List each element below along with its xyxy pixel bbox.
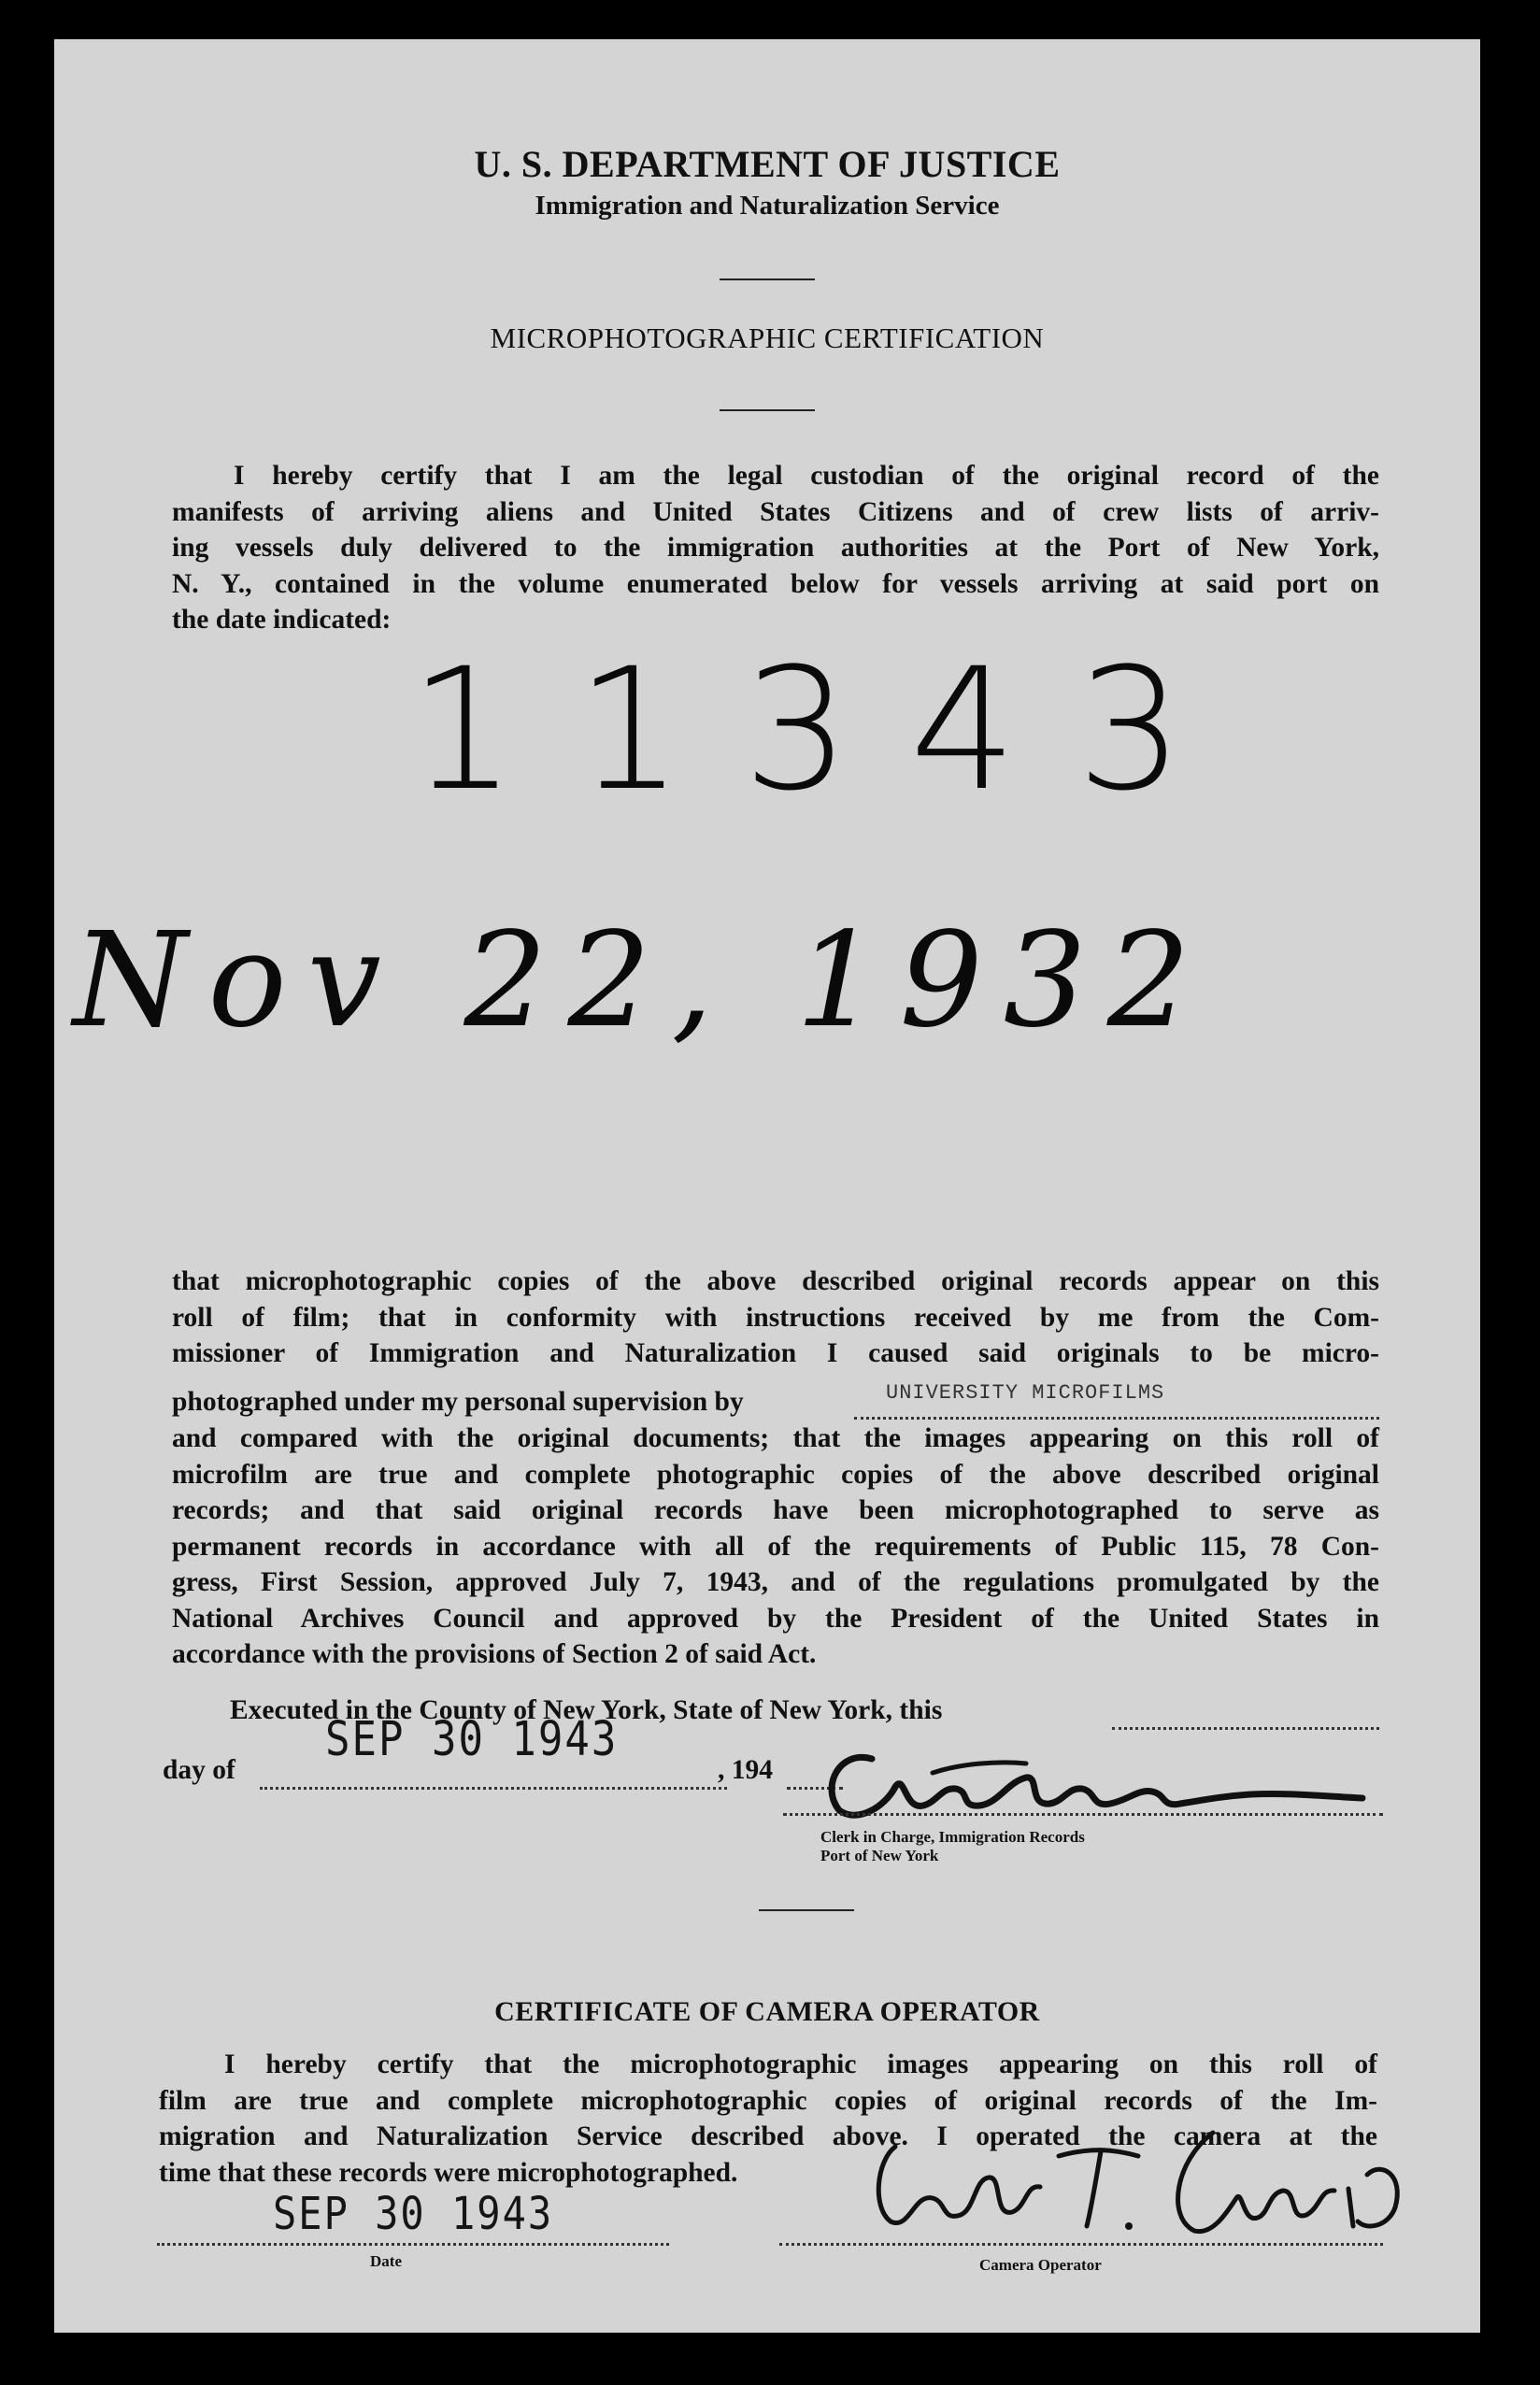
supervisor-name: UNIVERSITY MICROFILMS <box>886 1381 1165 1405</box>
signer-location: Port of New York <box>820 1847 939 1864</box>
date-fill-line <box>157 2243 669 2246</box>
text-line: microfilm are true and complete photographic copies of the above described original <box>172 1459 1379 1490</box>
year-prefix: , 194 <box>718 1755 773 1785</box>
divider <box>720 278 815 280</box>
camera-operator-signature <box>858 2105 1419 2254</box>
divider <box>720 409 815 411</box>
text-line: gress, First Session, approved July 7, 1943, and of the regulations promulgated by the <box>172 1567 1379 1597</box>
handwritten-volume-number: 11343 <box>409 633 1244 828</box>
text-line: missioner of Immigration and Naturalization I caused said originals to be micro- <box>172 1338 1379 1368</box>
handwritten-volume-date: Nov 22, 1932 <box>73 905 1211 1057</box>
certification-title: MICROPHOTOGRAPHIC CERTIFICATION <box>490 321 1045 354</box>
day-fill-line <box>260 1787 727 1790</box>
divider <box>759 1909 854 1911</box>
date-label: Date <box>370 2252 402 2270</box>
text-line: manifests of arriving aliens and United States Citizens and of crew lists of arriv- <box>172 496 1379 527</box>
camera-operator-label: Camera Operator <box>979 2256 1102 2274</box>
supervision-label: photographed under my personal supervision by <box>172 1387 744 1417</box>
text-line: I hereby certify that the microphotographic images appearing on this roll of <box>224 2049 1377 2079</box>
operator-signature-line <box>779 2243 1383 2246</box>
text-line: roll of film; that in conformity with instructions received by me from the Com- <box>172 1302 1379 1333</box>
text-line: permanent records in accordance with all of the requirements of Public 115, 78 Con- <box>172 1531 1379 1562</box>
text-line: I hereby certify that I am the legal custodian of the original record of the <box>234 461 1379 491</box>
execution-date-stamp: SEP 30 1943 <box>325 1712 619 1767</box>
text-line: and compared with the original documents; that the images appearing on this roll of <box>172 1423 1379 1453</box>
department-heading: U. S. DEPARTMENT OF JUSTICE <box>474 143 1061 185</box>
operator-date-stamp: SEP 30 1943 <box>273 2187 554 2240</box>
service-subheading: Immigration and Naturalization Service <box>535 191 1000 221</box>
day-of-label: day of <box>163 1755 235 1785</box>
text-line: film are true and complete microphotographic copies of original records of the Im- <box>159 2085 1377 2116</box>
executed-text: Executed in the County of New York, State of New York, this <box>230 1695 943 1725</box>
signer-title: Clerk in Charge, Immigration Records <box>820 1828 1085 1846</box>
text-line: National Archives Council and approved by the President of the United States in <box>172 1603 1379 1634</box>
supervisor-fill-line <box>854 1417 1379 1420</box>
clerk-signature <box>783 1721 1381 1843</box>
text-line: the date indicated: <box>172 605 392 635</box>
text-line: records; and that said original records have been microphotographed to serve as <box>172 1495 1379 1525</box>
intro-paragraph <box>172 458 1379 638</box>
camera-certificate-title: CERTIFICATE OF CAMERA OPERATOR <box>494 1996 1040 2027</box>
text-line: N. Y., contained in the volume enumerated below for vessels arriving at said port on <box>172 568 1379 599</box>
text-line: accordance with the provisions of Section 2 of said Act. <box>172 1639 817 1669</box>
text-line: migration and Naturalization Service described above. I operated the camera at the <box>159 2121 1377 2151</box>
body-paragraph <box>172 1264 1379 1372</box>
text-line: time that these records were microphotographed. <box>159 2157 738 2188</box>
body-paragraph-continued <box>172 1421 1379 1673</box>
clerk-signature-line <box>783 1813 1383 1816</box>
certificate-sheet <box>54 39 1480 2333</box>
text-line: that microphotographic copies of the above described original records appear on this <box>172 1266 1379 1296</box>
text-line: ing vessels duly delivered to the immigration authorities at the Port of New York, <box>172 533 1379 563</box>
